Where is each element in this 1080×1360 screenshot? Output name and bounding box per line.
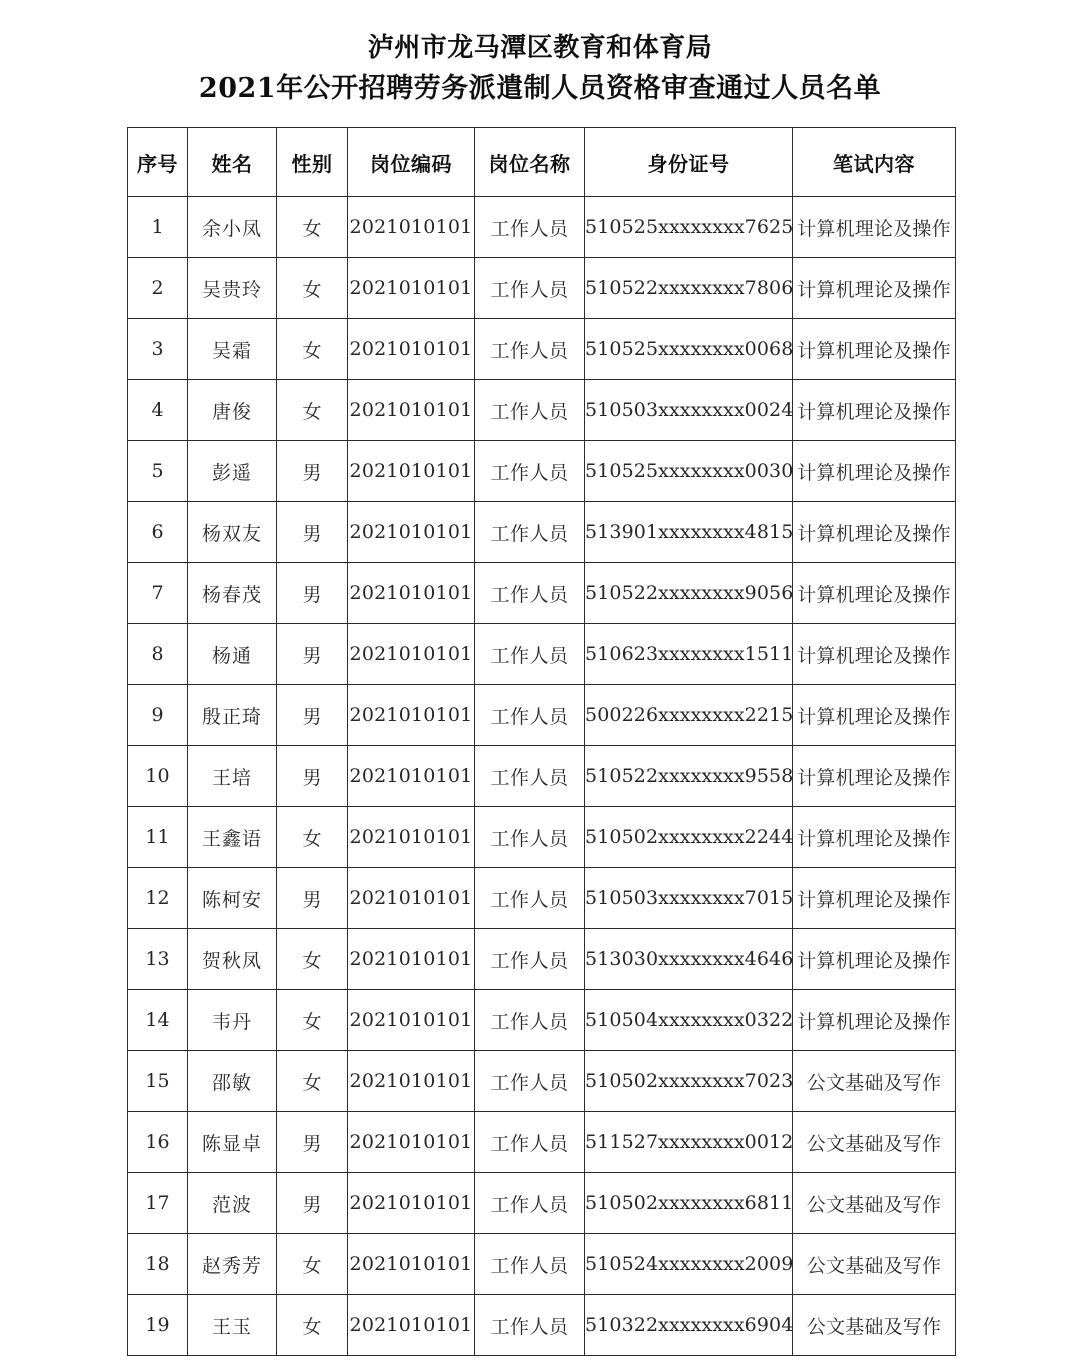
row-cell-post-code: 2021010101 [348, 380, 475, 441]
row-cell-exam-content: 计算机理论及操作 [793, 258, 956, 319]
row-cell-exam-content: 计算机理论及操作 [793, 563, 956, 624]
row-cell-gender: 男 [277, 685, 348, 746]
row-cell-post-name: 工作人员 [475, 1051, 585, 1112]
row-cell-gender: 女 [277, 319, 348, 380]
row-cell-gender: 女 [277, 1051, 348, 1112]
row-cell-index: 1 [128, 197, 188, 258]
row-cell-index: 7 [128, 563, 188, 624]
table-row [128, 685, 956, 746]
row-cell-exam-content: 公文基础及写作 [793, 1234, 956, 1295]
row-cell-post-code: 2021010101 [348, 929, 475, 990]
row-cell-index: 17 [128, 1173, 188, 1234]
row-cell-post-code: 2021010101 [348, 624, 475, 685]
row-cell-gender: 女 [277, 807, 348, 868]
row-cell-gender: 男 [277, 1112, 348, 1173]
row-cell-id-number: 513030xxxxxxxx4646 [585, 929, 793, 990]
row-cell-index: 14 [128, 990, 188, 1051]
row-cell-post-code: 2021010101 [348, 563, 475, 624]
column-header-post-name: 岗位名称 [475, 128, 585, 197]
roster-table [127, 127, 956, 1356]
row-cell-post-code: 2021010101 [348, 1112, 475, 1173]
row-cell-post-name: 工作人员 [475, 746, 585, 807]
table-row [128, 441, 956, 502]
table-row [128, 1173, 956, 1234]
column-header-gender: 性别 [277, 128, 348, 197]
row-cell-gender: 男 [277, 868, 348, 929]
table-row [128, 807, 956, 868]
row-cell-index: 11 [128, 807, 188, 868]
row-cell-index: 16 [128, 1112, 188, 1173]
row-cell-name: 王鑫语 [188, 807, 277, 868]
row-cell-post-code: 2021010101 [348, 319, 475, 380]
row-cell-post-code: 2021010101 [348, 1051, 475, 1112]
row-cell-name: 王培 [188, 746, 277, 807]
row-cell-index: 12 [128, 868, 188, 929]
row-cell-post-code: 2021010101 [348, 746, 475, 807]
row-cell-id-number: 510503xxxxxxxx7015 [585, 868, 793, 929]
row-cell-id-number: 510504xxxxxxxx0322 [585, 990, 793, 1051]
row-cell-name: 王玉 [188, 1295, 277, 1356]
row-cell-id-number: 510525xxxxxxxx0068 [585, 319, 793, 380]
row-cell-post-name: 工作人员 [475, 685, 585, 746]
row-cell-post-name: 工作人员 [475, 1234, 585, 1295]
row-cell-index: 13 [128, 929, 188, 990]
table-body [128, 197, 956, 1356]
row-cell-post-name: 工作人员 [475, 563, 585, 624]
row-cell-name: 杨双友 [188, 502, 277, 563]
row-cell-exam-content: 计算机理论及操作 [793, 441, 956, 502]
row-cell-exam-content: 计算机理论及操作 [793, 807, 956, 868]
row-cell-index: 4 [128, 380, 188, 441]
row-cell-post-code: 2021010101 [348, 441, 475, 502]
row-cell-gender: 女 [277, 197, 348, 258]
row-cell-exam-content: 公文基础及写作 [793, 1173, 956, 1234]
row-cell-post-name: 工作人员 [475, 197, 585, 258]
row-cell-exam-content: 公文基础及写作 [793, 1295, 956, 1356]
row-cell-id-number: 510522xxxxxxxx9558 [585, 746, 793, 807]
row-cell-index: 18 [128, 1234, 188, 1295]
row-cell-exam-content: 计算机理论及操作 [793, 197, 956, 258]
table-row [128, 1234, 956, 1295]
row-cell-name: 杨春茂 [188, 563, 277, 624]
row-cell-post-name: 工作人员 [475, 319, 585, 380]
row-cell-gender: 男 [277, 746, 348, 807]
table-row [128, 624, 956, 685]
row-cell-id-number: 510522xxxxxxxx7806 [585, 258, 793, 319]
row-cell-name: 彭遥 [188, 441, 277, 502]
row-cell-name: 赵秀芳 [188, 1234, 277, 1295]
row-cell-post-name: 工作人员 [475, 1295, 585, 1356]
row-cell-post-code: 2021010101 [348, 990, 475, 1051]
row-cell-gender: 女 [277, 380, 348, 441]
table-header [128, 128, 956, 197]
table-row [128, 502, 956, 563]
row-cell-index: 15 [128, 1051, 188, 1112]
row-cell-gender: 男 [277, 502, 348, 563]
table-row [128, 1295, 956, 1356]
row-cell-exam-content: 计算机理论及操作 [793, 746, 956, 807]
row-cell-post-name: 工作人员 [475, 258, 585, 319]
row-cell-id-number: 510525xxxxxxxx0030 [585, 441, 793, 502]
row-cell-exam-content: 计算机理论及操作 [793, 502, 956, 563]
row-cell-post-name: 工作人员 [475, 929, 585, 990]
page-title [0, 0, 1080, 108]
row-cell-exam-content: 公文基础及写作 [793, 1112, 956, 1173]
row-cell-post-code: 2021010101 [348, 502, 475, 563]
column-header-post-code: 岗位编码 [348, 128, 475, 197]
row-cell-exam-content: 计算机理论及操作 [793, 380, 956, 441]
table-row [128, 929, 956, 990]
row-cell-gender: 女 [277, 258, 348, 319]
row-cell-index: 6 [128, 502, 188, 563]
row-cell-name: 陈柯安 [188, 868, 277, 929]
row-cell-name: 殷正琦 [188, 685, 277, 746]
column-header-index: 序号 [128, 128, 188, 197]
row-cell-post-code: 2021010101 [348, 807, 475, 868]
row-cell-post-name: 工作人员 [475, 990, 585, 1051]
column-header-exam-content: 笔试内容 [793, 128, 956, 197]
table-row [128, 380, 956, 441]
row-cell-exam-content: 计算机理论及操作 [793, 685, 956, 746]
row-cell-id-number: 510502xxxxxxxx2244 [585, 807, 793, 868]
title-line-organization: 泸州市龙马潭区教育和体育局 [367, 33, 713, 63]
table-row [128, 197, 956, 258]
row-cell-id-number: 500226xxxxxxxx2215 [585, 685, 793, 746]
row-cell-post-name: 工作人员 [475, 868, 585, 929]
row-cell-id-number: 510322xxxxxxxx6904 [585, 1295, 793, 1356]
row-cell-gender: 男 [277, 563, 348, 624]
row-cell-id-number: 510522xxxxxxxx9056 [585, 563, 793, 624]
row-cell-post-name: 工作人员 [475, 380, 585, 441]
row-cell-index: 9 [128, 685, 188, 746]
table-header-row [128, 128, 956, 197]
row-cell-name: 陈显卓 [188, 1112, 277, 1173]
row-cell-post-name: 工作人员 [475, 1173, 585, 1234]
row-cell-name: 范波 [188, 1173, 277, 1234]
row-cell-post-name: 工作人员 [475, 807, 585, 868]
row-cell-post-name: 工作人员 [475, 502, 585, 563]
row-cell-exam-content: 计算机理论及操作 [793, 319, 956, 380]
row-cell-post-code: 2021010101 [348, 868, 475, 929]
row-cell-gender: 女 [277, 929, 348, 990]
table-row [128, 746, 956, 807]
row-cell-name: 余小凤 [188, 197, 277, 258]
row-cell-post-name: 工作人员 [475, 624, 585, 685]
row-cell-name: 邵敏 [188, 1051, 277, 1112]
row-cell-index: 5 [128, 441, 188, 502]
row-cell-name: 杨通 [188, 624, 277, 685]
row-cell-id-number: 510623xxxxxxxx1511 [585, 624, 793, 685]
row-cell-id-number: 510502xxxxxxxx7023 [585, 1051, 793, 1112]
row-cell-post-name: 工作人员 [475, 441, 585, 502]
table-row [128, 1112, 956, 1173]
row-cell-index: 3 [128, 319, 188, 380]
table-row [128, 563, 956, 624]
row-cell-post-code: 2021010101 [348, 1295, 475, 1356]
table-row [128, 868, 956, 929]
row-cell-exam-content: 计算机理论及操作 [793, 624, 956, 685]
row-cell-index: 19 [128, 1295, 188, 1356]
row-cell-exam-content: 公文基础及写作 [793, 1051, 956, 1112]
row-cell-index: 10 [128, 746, 188, 807]
row-cell-exam-content: 计算机理论及操作 [793, 868, 956, 929]
row-cell-post-code: 2021010101 [348, 1234, 475, 1295]
row-cell-gender: 男 [277, 624, 348, 685]
row-cell-id-number: 510503xxxxxxxx0024 [585, 380, 793, 441]
row-cell-post-code: 2021010101 [348, 685, 475, 746]
row-cell-id-number: 513901xxxxxxxx4815 [585, 502, 793, 563]
column-header-id-number: 身份证号 [585, 128, 793, 197]
row-cell-post-code: 2021010101 [348, 1173, 475, 1234]
table-row [128, 1051, 956, 1112]
row-cell-name: 贺秋凤 [188, 929, 277, 990]
row-cell-id-number: 510525xxxxxxxx7625 [585, 197, 793, 258]
table-row [128, 319, 956, 380]
row-cell-id-number: 510502xxxxxxxx6811 [585, 1173, 793, 1234]
row-cell-name: 吴霜 [188, 319, 277, 380]
roster-table-container [127, 127, 955, 1356]
row-cell-name: 吴贵玲 [188, 258, 277, 319]
row-cell-post-code: 2021010101 [348, 258, 475, 319]
row-cell-post-name: 工作人员 [475, 1112, 585, 1173]
row-cell-gender: 女 [277, 1295, 348, 1356]
row-cell-name: 韦丹 [188, 990, 277, 1051]
row-cell-post-code: 2021010101 [348, 197, 475, 258]
table-row [128, 990, 956, 1051]
row-cell-exam-content: 计算机理论及操作 [793, 929, 956, 990]
row-cell-index: 8 [128, 624, 188, 685]
row-cell-name: 唐俊 [188, 380, 277, 441]
title-line-subject: 2021年公开招聘劳务派遣制人员资格审查通过人员名单 [198, 72, 882, 104]
row-cell-gender: 女 [277, 990, 348, 1051]
row-cell-id-number: 510524xxxxxxxx2009 [585, 1234, 793, 1295]
row-cell-gender: 男 [277, 441, 348, 502]
row-cell-gender: 女 [277, 1234, 348, 1295]
row-cell-gender: 男 [277, 1173, 348, 1234]
row-cell-exam-content: 计算机理论及操作 [793, 990, 956, 1051]
row-cell-id-number: 511527xxxxxxxx0012 [585, 1112, 793, 1173]
column-header-name: 姓名 [188, 128, 277, 197]
table-row [128, 258, 956, 319]
row-cell-index: 2 [128, 258, 188, 319]
